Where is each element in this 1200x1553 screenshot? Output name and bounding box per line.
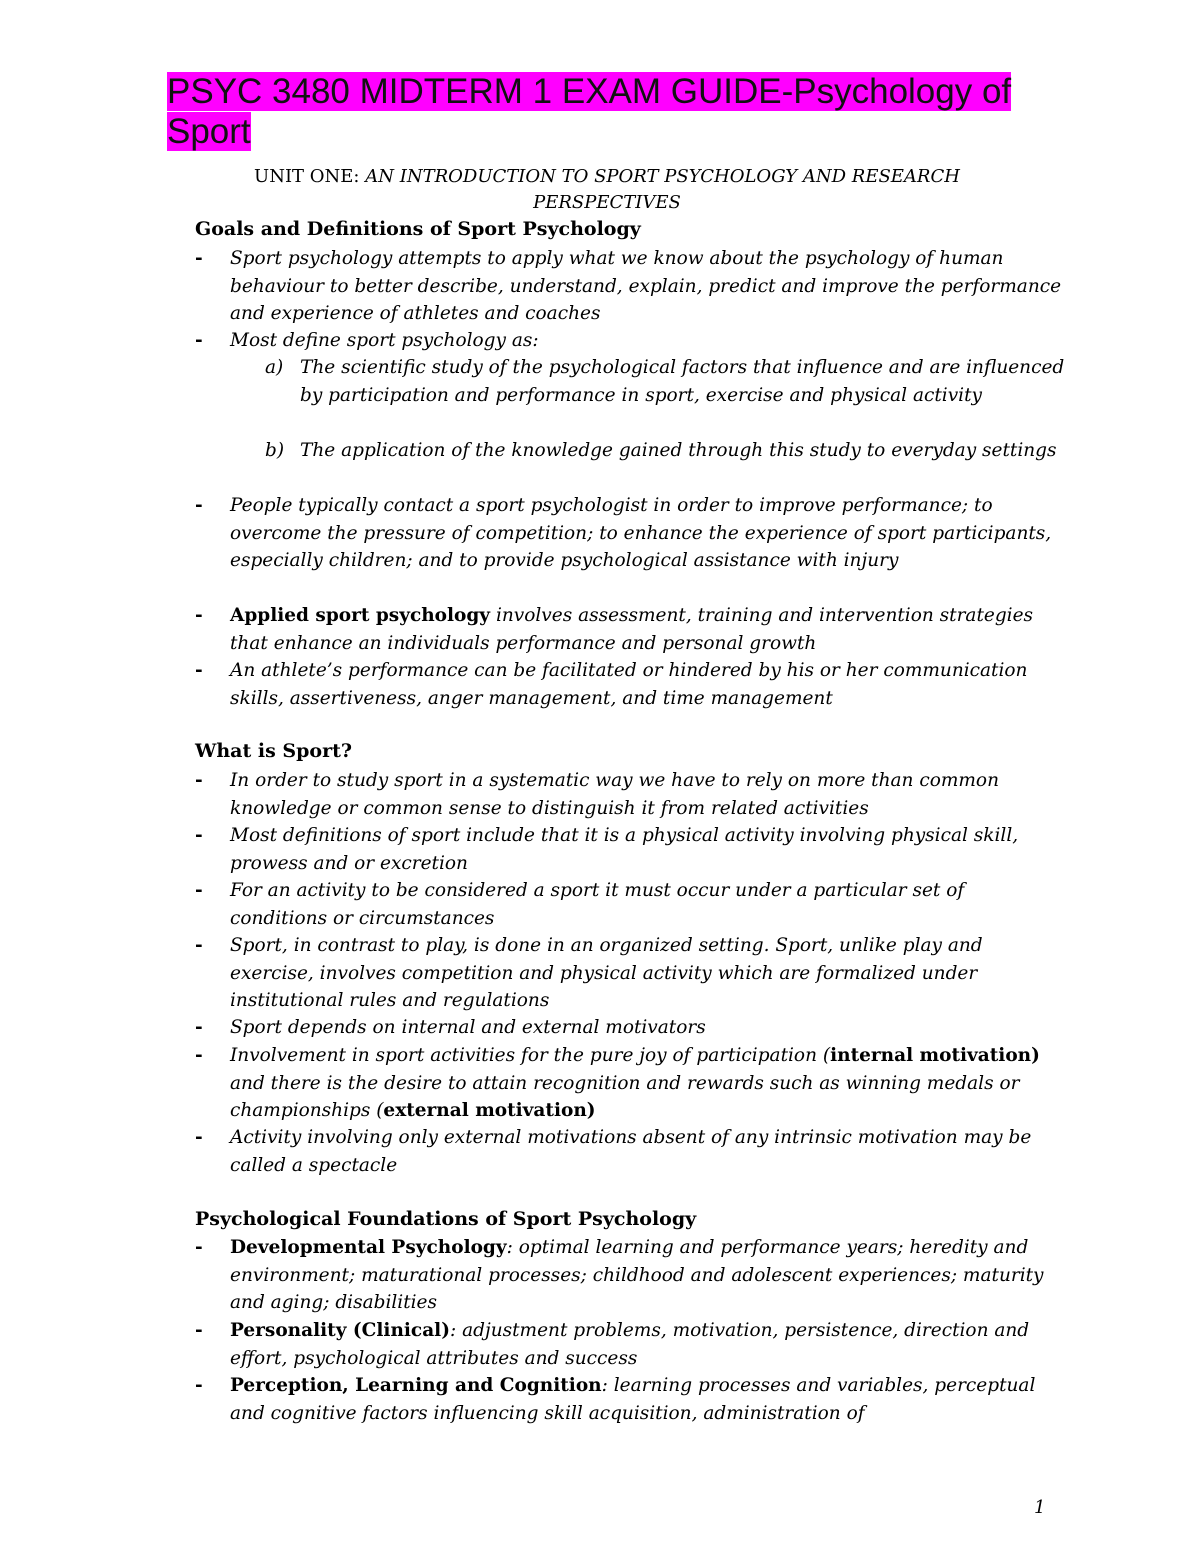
list-item: - Sport, in contrast to play, is done in an organized setting. Sport, unlike play and exercise, involves competition and physical activity which are formalized under institutional rules and regulations [195, 935, 983, 1011]
page-number: 1 [1034, 1497, 1046, 1518]
sub-item: a) The scientific study of the psychological factors that influence and are influenced by participation and performance in sport, exercise and physical activity [265, 357, 1065, 406]
key-term: internal motivation) [830, 1045, 1040, 1066]
list-item: - Involvement in sport activities for the pure joy of participation (internal motivation) and there is the desire to attain recognition and rewards such as winning medals or championships (external motivation) [195, 1045, 1040, 1121]
list-item: - Personality (Clinical): adjustment problems, motivation, persistence, direction and effort, psychological attributes and success [195, 1320, 1030, 1369]
list-item: - Sport depends on internal and external motivators [195, 1017, 706, 1038]
section-heading: Goals and Definitions of Sport Psychology [195, 218, 641, 240]
list-item: - Applied sport psychology involves assessment, training and intervention strategies that enhance an individuals performance and personal growth [195, 605, 1034, 654]
sub-item: b) The application of the knowledge gained through this study to everyday settings [265, 440, 1057, 461]
list-item: - In order to study sport in a systematic way we have to rely on more than common knowledge or common sense to distinguish it from related activities [195, 770, 999, 819]
list-item: - An athlete’s performance can be facilitated or hindered by his or her communication skills, assertiveness, anger management, and time management [195, 660, 1028, 709]
document-title: PSYC 3480 MIDTERM 1 EXAM GUIDE-Psychology of Sport [167, 72, 1012, 151]
key-term: Applied sport psychology [230, 605, 491, 626]
list-item: - Activity involving only external motivations absent of any intrinsic motivation may be called a spectacle [195, 1127, 1032, 1176]
list-item: - Developmental Psychology: optimal learning and performance years; heredity and environment; maturational processes; childhood and adolescent experiences; maturity and aging; disabilities [195, 1237, 1044, 1313]
list-item: - Perception, Learning and Cognition: learning processes and variables, perceptual and cognitive factors influencing skill acquisition, administration of [195, 1375, 1036, 1424]
unit-heading: UNIT ONE: AN INTRODUCTION TO SPORT PSYCHOLOGY AND RESEARCH [254, 166, 960, 187]
list-item: - Most definitions of sport include that it is a physical activity involving physical skill, prowess and or excretion [195, 825, 1019, 874]
unit-heading-cont: PERSPECTIVES [533, 192, 681, 213]
key-term: Personality (Clinical) [230, 1320, 450, 1341]
key-term: external motivation) [383, 1100, 596, 1121]
key-term: Developmental Psychology [230, 1237, 507, 1258]
section-heading: Psychological Foundations of Sport Psychology [195, 1208, 697, 1230]
section-heading: What is Sport? [195, 740, 352, 762]
list-item: - Sport psychology attempts to apply what we know about the psychology of human behaviour to better describe, understand, explain, predict and improve the performance and experience of athletes and coaches [195, 248, 1062, 324]
key-term: Perception, Learning and Cognition [230, 1375, 602, 1396]
list-item: - For an activity to be considered a sport it must occur under a particular set of conditions or circumstances [195, 880, 965, 929]
list-item: - Most define sport psychology as: [195, 330, 539, 351]
list-item: - People typically contact a sport psychologist in order to improve performance; to overcome the pressure of competition; to enhance the experience of sport participants, especially children; and to provide psychological assistance with injury [195, 495, 1052, 571]
